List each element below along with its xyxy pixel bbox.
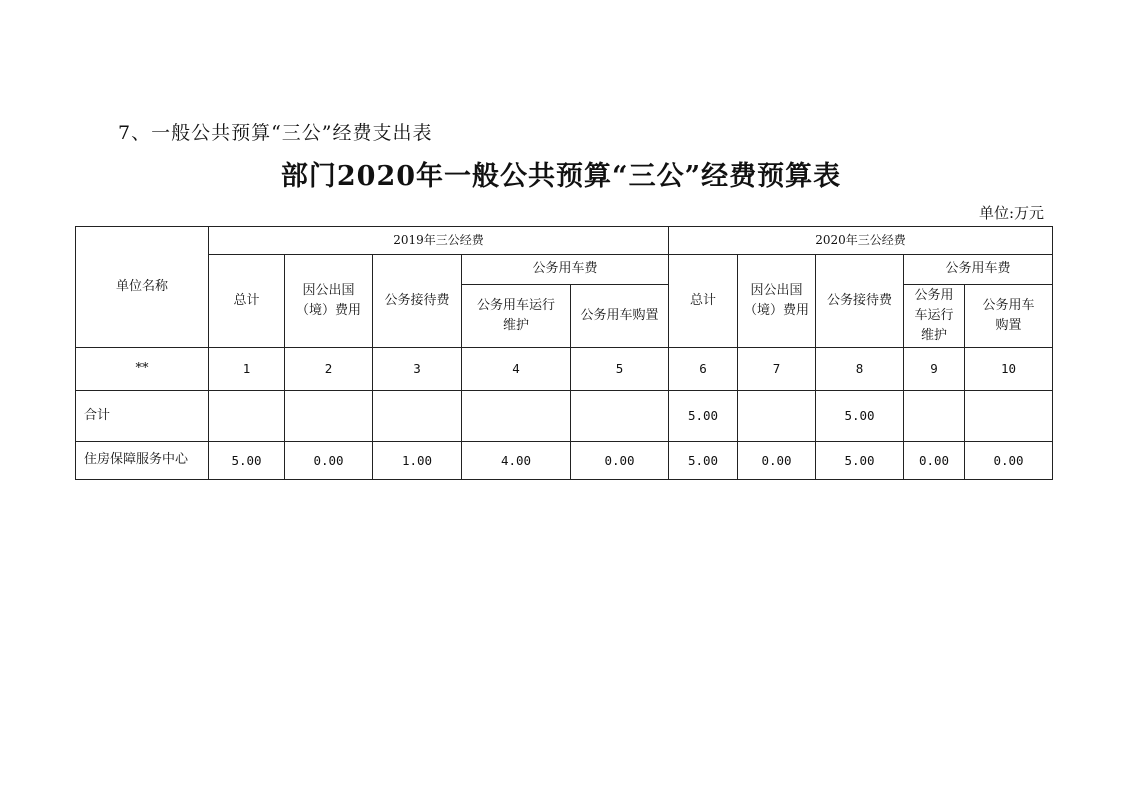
index-cell: 7 — [738, 348, 816, 391]
budget-table — [75, 226, 1053, 480]
table-cell: 5.00 — [669, 442, 738, 480]
table-cell: 5.00 — [816, 391, 904, 442]
table-cell — [571, 391, 669, 442]
header-vehicle-purchase-2020-line2: 购置 — [995, 318, 1022, 333]
section-title: 7、一般公共预算“三公”经费支出表 — [118, 122, 433, 144]
table-cell — [462, 391, 571, 442]
header-abroad-2020-line2: （境）费用 — [743, 303, 809, 318]
header-vehicle-2019: 公务用车费 — [462, 255, 669, 285]
header-unit-name: 单位名称 — [76, 227, 209, 348]
header-group-2019: 2019年三公经费 — [209, 227, 669, 255]
index-cell: 10 — [965, 348, 1053, 391]
table-cell: 5.00 — [209, 442, 285, 480]
table-cell: 5.00 — [816, 442, 904, 480]
index-cell: 5 — [571, 348, 669, 391]
header-abroad-2020-line1: 因公出国 — [750, 282, 803, 298]
header-vehicle-maint-2020-line1: 公务用 — [914, 287, 954, 303]
header-vehicle-maint-2020-line2: 车运行 — [914, 307, 954, 323]
table-cell: 0.00 — [965, 442, 1053, 480]
index-cell: 4 — [462, 348, 571, 391]
page-title: 部门2020年一般公共预算“三公”经费预算表 — [280, 161, 842, 192]
table-cell — [373, 391, 462, 442]
row-name: 合计 — [76, 391, 209, 442]
header-abroad-2019-line1: 因公出国 — [302, 282, 355, 298]
table-cell — [285, 391, 373, 442]
header-vehicle-maint-2019-line1: 公务用车运行 — [476, 297, 555, 313]
header-abroad-2019-line2: （境）费用 — [295, 303, 361, 318]
table-cell: 0.00 — [571, 442, 669, 480]
unit-label: 单位:万元 — [978, 204, 1044, 222]
table-cell: 5.00 — [669, 391, 738, 442]
table-row-total — [76, 391, 1053, 442]
header-vehicle-maint-2019-line2: 维护 — [502, 318, 529, 333]
header-vehicle-purchase-2019: 公务用车购置 — [571, 285, 669, 348]
index-cell: 3 — [373, 348, 462, 391]
table-cell: 1.00 — [373, 442, 462, 480]
header-vehicle-maint-2019 — [462, 285, 571, 348]
header-vehicle-purchase-2020 — [965, 285, 1053, 348]
index-cell: 8 — [816, 348, 904, 391]
index-cell: 2 — [285, 348, 373, 391]
table-cell: 0.00 — [285, 442, 373, 480]
header-vehicle-maint-2020 — [904, 285, 965, 348]
header-abroad-2019 — [285, 255, 373, 348]
table-cell: 4.00 — [462, 442, 571, 480]
index-cell: ** — [76, 348, 209, 391]
index-cell: 6 — [669, 348, 738, 391]
header-group-2020: 2020年三公经费 — [669, 227, 1053, 255]
header-vehicle-maint-2020-line3: 维护 — [920, 328, 947, 344]
table-cell: 0.00 — [738, 442, 816, 480]
table-cell — [965, 391, 1053, 442]
index-cell: 9 — [904, 348, 965, 391]
header-vehicle-purchase-2020-line1: 公务用车 — [982, 297, 1035, 313]
row-name: 住房保障服务中心 — [76, 442, 209, 480]
header-total-2020: 总计 — [669, 255, 738, 348]
table-row-housing-center — [76, 442, 1053, 480]
header-reception-2020: 公务接待费 — [816, 255, 904, 348]
header-vehicle-2020: 公务用车费 — [904, 255, 1053, 285]
table-cell — [738, 391, 816, 442]
table-cell — [904, 391, 965, 442]
index-row — [76, 348, 1053, 391]
table-cell — [209, 391, 285, 442]
index-cell: 1 — [209, 348, 285, 391]
header-total-2019: 总计 — [209, 255, 285, 348]
header-abroad-2020 — [738, 255, 816, 348]
header-reception-2019: 公务接待费 — [373, 255, 462, 348]
table-cell: 0.00 — [904, 442, 965, 480]
